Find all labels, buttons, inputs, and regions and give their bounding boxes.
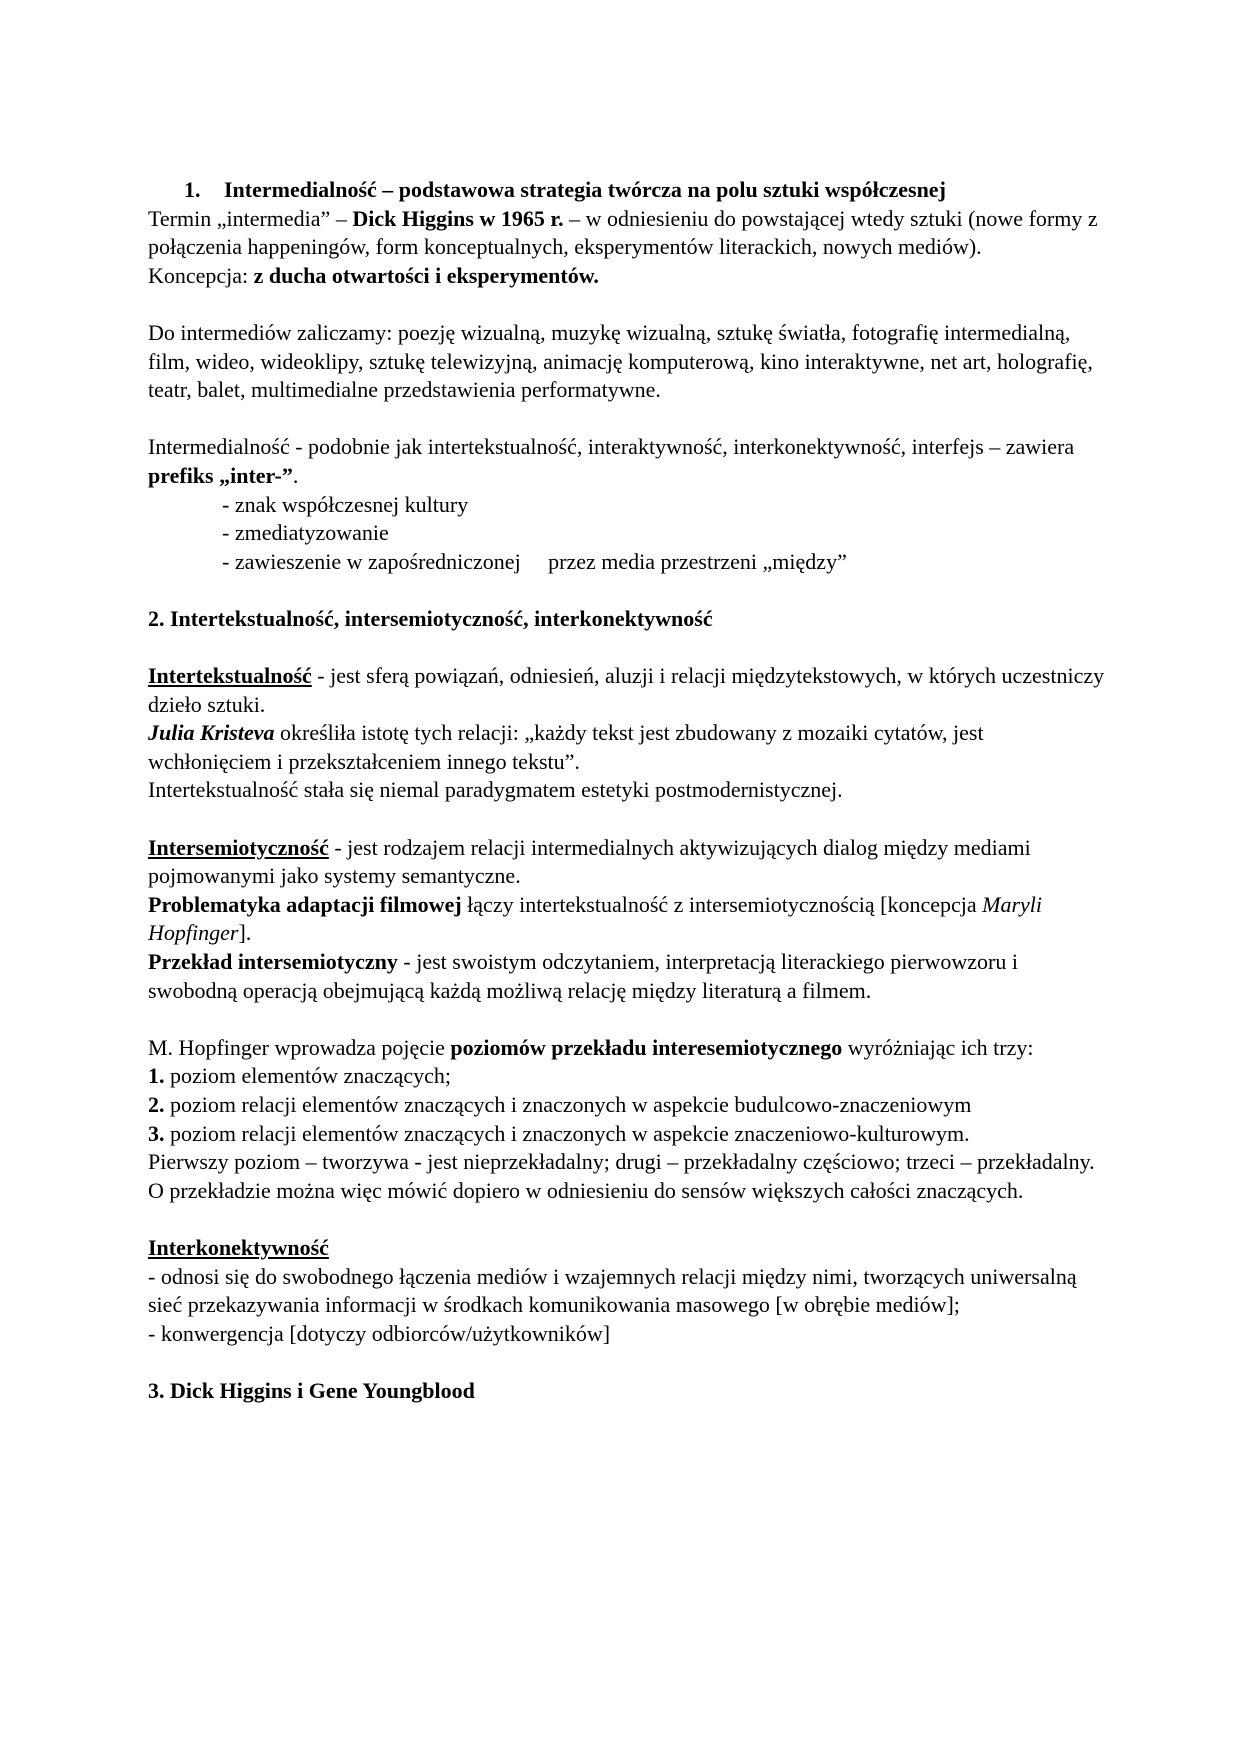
term-paragraph	[148, 205, 1108, 262]
levels-intro-paragraph	[148, 1034, 1108, 1063]
levels-intro: M. Hopfinger wprowadza pojęcie	[148, 1034, 451, 1060]
spacer	[148, 1348, 1108, 1377]
intersemio-term: Intersemiotyczność	[148, 834, 329, 860]
translation-bold: Przekład intersemiotyczny	[148, 949, 398, 975]
concept-label: Koncepcja:	[148, 262, 254, 288]
level-number: 3.	[148, 1120, 165, 1146]
term-rest: – w odniesieniu do powstającej wtedy sztuki (nowe formy z połączenia happeningów, form konceptualnych, eksperymentów literackich, nowych mediów).	[148, 205, 1098, 260]
spacer	[148, 1005, 1108, 1034]
translation-paragraph	[148, 948, 1108, 1005]
section3-heading: 3. Dick Higgins i Gene Youngblood	[148, 1377, 475, 1403]
kristeva-name: Julia Kristeva	[148, 720, 275, 746]
level-text: poziom relacji elementów znaczących i znaczonych w aspekcie budulcowo-znaczeniowym	[164, 1092, 972, 1117]
section1-number: 1.	[184, 177, 201, 202]
intermedia-list-paragraph: Do intermediów zaliczamy: poezję wizualną, muzykę wizualną, sztukę światła, fotografię intermedialną, film, wideo, wideoklipy, sztukę telewizyjną, animację komputerową, kino interaktywne, net art, holografię, teatr, balet, multimedialne przedstawienia performatywne.	[148, 319, 1093, 403]
adaptation-paragraph	[148, 891, 1108, 948]
spacer	[148, 405, 1108, 434]
spacer	[148, 576, 1108, 605]
feature-item: - zawieszenie w zapośredniczonej przez media przestrzeni „między”	[222, 548, 847, 574]
section2-heading: 2. Intertekstualność, intersemiotyczność, interkonektywność	[148, 605, 713, 631]
level-number: 2.	[148, 1092, 165, 1117]
level-item	[148, 1062, 1108, 1091]
postmodern-paragraph: Intertekstualność stała się niemal paradygmatem estetyki postmodernistycznej.	[148, 777, 843, 803]
interconn-heading	[148, 1234, 1108, 1263]
adaptation-bold: Problematyka adaptacji filmowej	[148, 891, 462, 917]
spacer	[148, 290, 1108, 319]
level-text: poziom elementów znaczących;	[164, 1063, 451, 1089]
level-item	[148, 1091, 1108, 1120]
term-intro: Termin „intermedia” –	[148, 205, 353, 231]
prefix-end: .	[292, 462, 299, 488]
prefix-bold: prefiks „inter-”	[148, 462, 293, 488]
term-bold: Dick Higgins w 1965 r.	[352, 205, 564, 231]
interconn-term: Interkonektywność	[148, 1234, 329, 1260]
concept-bold: z ducha otwartości i eksperymentów.	[253, 262, 599, 288]
levels-rest: wyróżniając ich trzy:	[842, 1034, 1034, 1060]
prefix-paragraph	[148, 433, 1108, 490]
feature-item: - zmediatyzowanie	[222, 520, 389, 546]
intertext-term: Intertekstualność	[148, 663, 312, 689]
interconn-line1: - odnosi się do swobodnego łączenia mediów i wzajemnych relacji między nimi, tworzących uniwersalną sieć przekazywania informacji w środkach komunikowania masowego [w obrębie mediów];	[148, 1263, 1077, 1318]
section1-title: Intermedialność – podstawowa strategia twórcza na polu sztuki współczesnej	[224, 177, 946, 202]
levels-bold: poziomów przekładu interesemiotycznego	[450, 1034, 843, 1060]
adaptation-text: łączy intertekstualność z intersemiotycznością [koncepcja	[461, 891, 983, 917]
spacer	[148, 634, 1108, 663]
intertext-paragraph	[148, 662, 1108, 719]
levels-summary-paragraph: Pierwszy poziom – tworzywa - jest nieprzekładalny; drugi – przekładalny częściowo; trzeci – przekładalny. O przekładzie można więc mówić dopiero w odniesieniu do sensów większych całości znaczących.	[148, 1149, 1095, 1203]
level-item	[148, 1120, 1108, 1149]
concept-paragraph	[148, 262, 1108, 291]
document-page	[148, 176, 1108, 1406]
translation-text: - jest swoistym odczytaniem, interpretacją literackiego pierwowzoru i swobodną operacją obejmującą każdą możliwą relację między literaturą a filmem.	[148, 949, 1018, 1003]
kristeva-text: określiła istotę tych relacji: „każdy tekst jest zbudowany z mozaiki cytatów, jest wchłonięciem i przekształceniem innego tekstu”.	[148, 720, 984, 774]
level-number: 1.	[148, 1063, 165, 1089]
feature-item: - znak współczesnej kultury	[222, 491, 469, 517]
spacer	[148, 1205, 1108, 1234]
interconn-line2: - konwergencja [dotyczy odbiorców/użytkowników]	[148, 1320, 611, 1346]
spacer	[148, 805, 1108, 834]
section1-heading	[148, 176, 1108, 205]
adaptation-end: ].	[238, 920, 252, 946]
intersemio-paragraph	[148, 834, 1108, 891]
kristeva-paragraph	[148, 719, 1108, 776]
prefix-text: Intermedialność - podobnie jak intertekstualność, interaktywność, interkonektywność, interfejs – zawiera	[148, 434, 1075, 460]
intertext-def: - jest sferą powiązań, odniesień, aluzji i relacji międzytekstowych, w których uczestniczy dzieło sztuki.	[148, 663, 1105, 717]
level-text: poziom relacji elementów znaczących i znaczonych w aspekcie znaczeniowo-kulturowym.	[164, 1120, 970, 1146]
intersemio-def: - jest rodzajem relacji intermedialnych aktywizujących dialog między mediami pojmowanymi jako systemy semantyczne.	[148, 834, 1031, 889]
adaptation-italic: Maryli Hopfinger	[148, 891, 1043, 946]
